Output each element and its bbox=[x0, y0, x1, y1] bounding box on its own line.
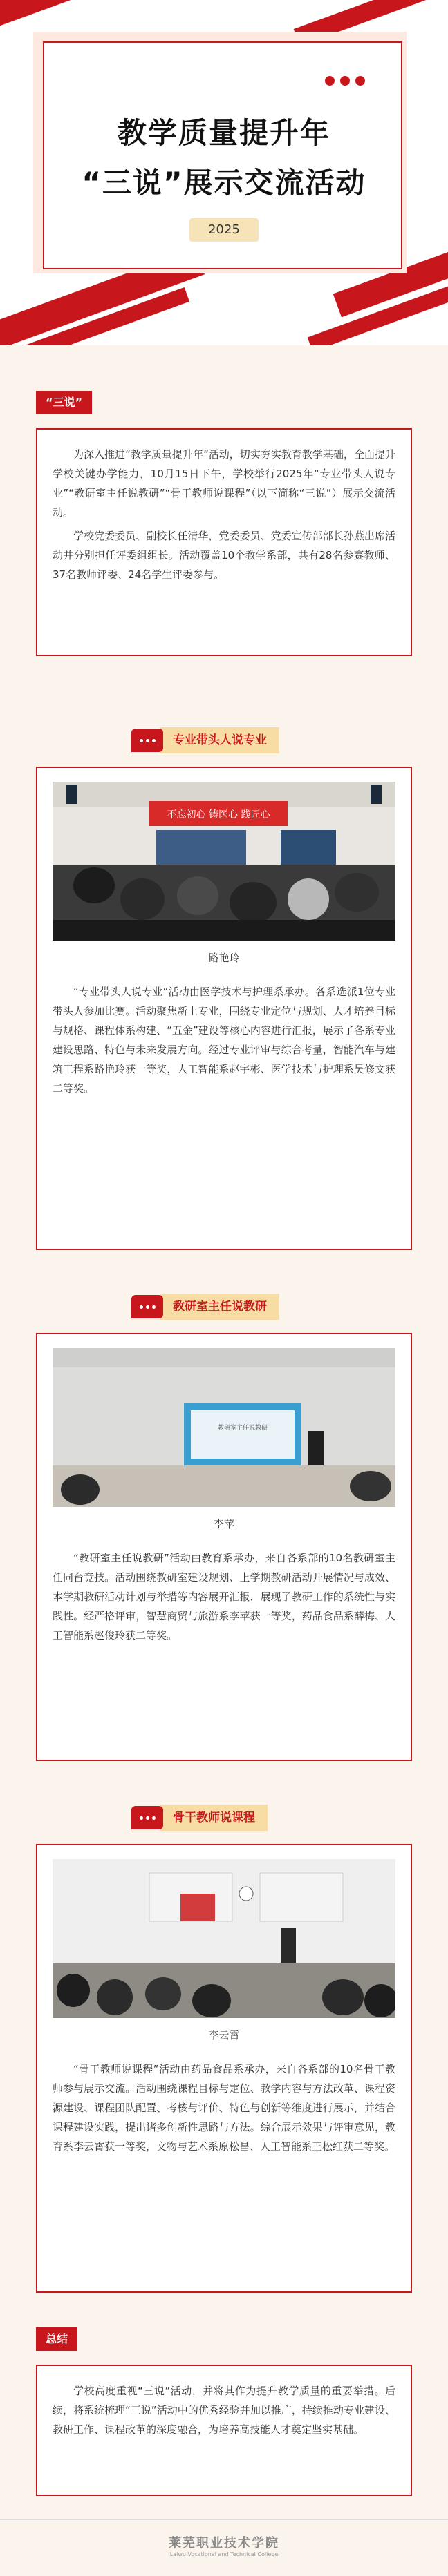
summary-box bbox=[36, 2365, 412, 2496]
section-1-box bbox=[36, 767, 412, 1250]
intro-box bbox=[36, 428, 412, 656]
summary-tag: 总结 bbox=[36, 2327, 77, 2351]
section-1-photo bbox=[53, 782, 395, 941]
section-1-paragraph: “专业带头人说专业”活动由医学技术与护理系承办。各系选派1位专业带头人参加比赛。活动聚焦新上专业，围绕专业定位与规划、人才培养目标与规格、课程体系构建、“五金”建设等核心内容进行汇报，展示了各系专业建设思路、特色与未来发展方向。经过专业评审与综合考量，智能汽车与建筑工程系路艳玲获一等奖，人工智能系赵宇彬、医学技术与护理系吴修文获二等奖。 bbox=[53, 986, 395, 1095]
decor-stripe bbox=[0, 0, 111, 32]
intro-tag: “三说” bbox=[36, 391, 92, 414]
section-2-photo bbox=[53, 1348, 395, 1507]
section-1-badge bbox=[131, 725, 279, 756]
page-title-line1: 教学质量提升年 bbox=[117, 116, 330, 150]
section-1-label: 专业带头人说专业 bbox=[160, 727, 279, 753]
page-title-line2: “三说”展示交流活动 bbox=[82, 166, 366, 200]
chat-bubble-icon bbox=[131, 1806, 163, 1829]
chat-bubble-icon bbox=[131, 729, 163, 752]
svg-text:不忘初心 铸医心 践匠心: 不忘初心 铸医心 践匠心 bbox=[167, 809, 270, 820]
section-3-photo bbox=[53, 1859, 395, 2018]
footer-divider bbox=[0, 2519, 448, 2520]
svg-text:教研室主任说教研: 教研室主任说教研 bbox=[217, 1425, 268, 1432]
header-banner bbox=[0, 0, 448, 345]
section-2-caption: 李苹 bbox=[213, 1518, 234, 1530]
section-1-caption: 路艳玲 bbox=[208, 952, 240, 964]
section-3-box bbox=[36, 1844, 412, 2293]
section-3-caption: 李云霄 bbox=[208, 2029, 240, 2041]
section-3-badge bbox=[131, 1803, 268, 1833]
school-logo: 莱芜职业技术学院 bbox=[169, 2536, 279, 2550]
section-3-paragraph: “骨干教师说课程”活动由药品食品系承办，来自各系部的10名骨干教师参与展示交流。活动围绕课程目标与定位、教学内容与方法改革、课程资源建设、课程团队配置、考核与评价、特色与创新等维度进行展示，并结合课程建设实践，提出诸多创新性思路与方法。综合展示效果与评审意见，教育系李云霄获一等奖，文物与艺术系原松昌、人工智能系王松红获二等奖。 bbox=[53, 2063, 395, 2153]
year-badge: 2025 bbox=[189, 218, 259, 242]
school-logo-subtitle: Laiwu Vocational and Technical College bbox=[169, 2551, 279, 2557]
header-dots-icon bbox=[325, 76, 365, 86]
intro-paragraph-2: 学校党委委员、副校长任清华，党委委员、党委宣传部部长孙燕出席活动并分别担任评委组组长。活动覆盖10个教学系部，共有28名参赛教师、37名教师评委、24名学生评委参与。 bbox=[53, 530, 395, 581]
section-2-paragraph: “教研室主任说教研”活动由教育系承办，来自各系部的10名教研室主任同台竞技。活动围绕教研室建设规划、上学期教研活动开展情况与成效、本学期教研活动计划与举措等内容展开汇报，展现了教研工作的系统性与实践性。经严格评审，智慧商贸与旅游系李苹获一等奖，药品食品系薛梅、人工智能系赵俊玲获二等奖。 bbox=[53, 1552, 395, 1642]
summary-paragraph: 学校高度重视“三说”活动，并将其作为提升教学质量的重要举措。后续，将系统梳理“三说”活动中的优秀经验并加以推广，持续推动专业建设、教研工作、课程改革的深度融合，为培养高技能人才奠定坚实基础。 bbox=[53, 2385, 395, 2436]
section-3-label: 骨干教师说课程 bbox=[160, 1805, 268, 1831]
section-2-label: 教研室主任说教研 bbox=[160, 1294, 279, 1320]
section-2-badge bbox=[131, 1291, 279, 1322]
section-2-box bbox=[36, 1333, 412, 1761]
intro-paragraph-1: 为深入推进“教学质量提升年”活动，切实夯实教育教学基础，全面提升学校关键办学能力，10月15日下午，学校举行2025年“专业带头人说专业”“教研室主任说教研”“骨干教师说课程”（以下简称“三说”）展示交流活动。 bbox=[53, 448, 395, 519]
chat-bubble-icon bbox=[131, 1295, 163, 1318]
